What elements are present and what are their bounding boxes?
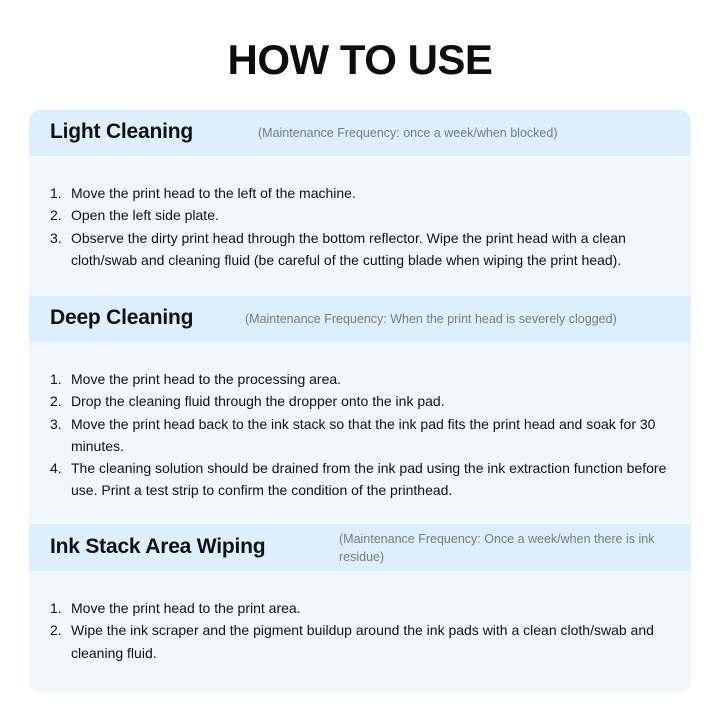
step-text: Move the print head to the processing area. bbox=[71, 371, 342, 387]
ink-stack-wiping-steps bbox=[50, 597, 680, 664]
step-text: Move the print head to the print area. bbox=[71, 600, 301, 616]
deep-cleaning-header bbox=[29, 296, 691, 342]
ink-stack-wiping-header bbox=[29, 524, 691, 571]
light-cleaning-frequency: (Maintenance Frequency: once a week/when blocked) bbox=[258, 126, 558, 140]
list-item bbox=[50, 390, 680, 412]
step-number: 1. bbox=[50, 185, 62, 201]
step-number: 4. bbox=[50, 460, 62, 477]
step-number: 3. bbox=[50, 415, 62, 432]
list-item bbox=[50, 619, 680, 664]
light-cleaning-steps bbox=[50, 182, 680, 271]
deep-cleaning-title: Deep Cleaning bbox=[50, 306, 194, 329]
deep-cleaning-frequency: (Maintenance Frequency: When the print head is severely clogged) bbox=[245, 312, 617, 326]
step-number: 2. bbox=[50, 207, 62, 224]
step-number: 1. bbox=[50, 371, 62, 387]
list-item bbox=[50, 227, 680, 272]
ink-stack-wiping-frequency: (Maintenance Frequency: Once a week/when there is ink residue) bbox=[339, 532, 655, 564]
step-text: Wipe the ink scraper and the pigment buildup around the ink pads with a clean cloth/swab and cleaning fluid. bbox=[71, 622, 654, 661]
step-number: 2. bbox=[50, 393, 62, 410]
list-item bbox=[50, 204, 680, 226]
step-text: Observe the dirty print head through the bottom reflector. Wipe the print head with a clean cloth/swab and cleaning fluid (be careful of the cutting blade when wiping the print head). bbox=[71, 229, 626, 268]
instructions-panel bbox=[29, 110, 691, 692]
list-item bbox=[50, 457, 680, 502]
list-item bbox=[50, 368, 680, 390]
step-text: Move the print head back to the ink stack so that the ink pad fits the print head and soak for 30 minutes. bbox=[71, 415, 656, 454]
light-cleaning-header bbox=[29, 110, 691, 156]
step-text: Move the print head to the left of the machine. bbox=[71, 185, 356, 201]
step-text: The cleaning solution should be drained from the ink pad using the ink extraction function before use. Print a test strip to confirm the condition of the printhead. bbox=[71, 460, 667, 499]
step-number: 2. bbox=[50, 622, 62, 639]
step-number: 1. bbox=[50, 600, 62, 616]
step-text: Open the left side plate. bbox=[71, 207, 219, 224]
list-item bbox=[50, 413, 680, 458]
list-item bbox=[50, 182, 680, 204]
light-cleaning-title: Light Cleaning bbox=[50, 120, 194, 143]
deep-cleaning-steps bbox=[50, 368, 680, 502]
step-number: 3. bbox=[50, 229, 62, 246]
ink-stack-wiping-title: Ink Stack Area Wiping bbox=[50, 535, 266, 558]
step-text: Drop the cleaning fluid through the dropper onto the ink pad. bbox=[71, 393, 445, 410]
page-title: HOW TO USE bbox=[227, 36, 493, 83]
list-item bbox=[50, 597, 680, 619]
